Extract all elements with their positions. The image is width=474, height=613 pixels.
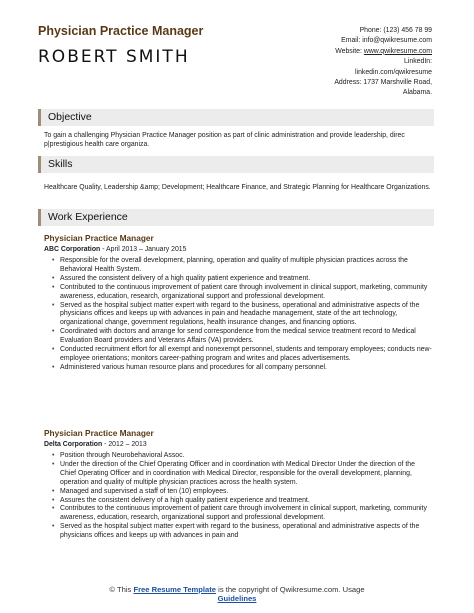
list-item: • Assures the consistent delivery of a high quality patient experience and treatment.: [52, 497, 432, 506]
website-label: Website:: [335, 47, 364, 55]
objective-text: To gain a challenging Physician Practice Manager position as part of clinic administration and provide leadership, direc p|prestigious health care organiza.: [44, 132, 405, 149]
job-dates: - 2012 – 2013: [102, 441, 147, 448]
copyright-text: © This: [109, 585, 134, 594]
footer-line2: [0, 594, 474, 603]
contact-website: [242, 47, 432, 57]
objective-heading: Objective: [48, 111, 92, 123]
job-title: Physician Practice Manager: [38, 24, 204, 38]
experience-heading: Work Experience: [48, 211, 128, 223]
skills-text: Healthcare Quality, Leadership &amp; Development; Healthcare Finance, and Strategic Planning for Healthcare Organizations.: [44, 184, 431, 191]
usage-text: Usage: [342, 585, 365, 594]
job-bullet-list: [52, 452, 432, 541]
contact-linkedin-label: LinkedIn:: [404, 58, 432, 66]
guidelines-link[interactable]: Guidelines: [217, 594, 257, 603]
resume-header: [0, 0, 474, 100]
contact-block: [242, 26, 432, 99]
experience-heading-bar: [38, 209, 434, 226]
job-role: Physician Practice Manager: [44, 428, 154, 438]
list-item: • Contributed to the continuous improvement of patient care through involvement in clinical support, marketing, community awareness, education, research, organizational support and professional development.: [52, 284, 432, 302]
list-item: • Under the direction of the Chief Operating Officer and in coordination with Medical Director Under the direction of the Chief Operating Officer and in coordination with Medical Director, responsible for the overall development, planning, operation and quality of multiple physician practices across the health system.: [52, 461, 432, 488]
footer-line1: [0, 585, 474, 594]
job-company: Delta Corporation: [44, 441, 103, 448]
job-bullet-list: [52, 257, 432, 373]
job-company: ABC Corporation: [44, 246, 101, 253]
job-company-line: [44, 246, 186, 253]
list-item: • Responsible for the overall development, planning, operation and quality of multiple physician practices across the Behavioral Health System.: [52, 257, 432, 275]
list-item: • Position through Neurobehavioral Assoc.: [52, 452, 432, 461]
footer-notice: [0, 585, 474, 603]
job-company-line: [44, 441, 147, 448]
contact-phone: Phone: (123) 456 78 99: [359, 27, 432, 34]
copyright-middle: is the copyright of Qwikresume.com.: [216, 585, 343, 594]
list-item: • Conducted recruitment effort for all exempt and nonexempt personnel, students and temporary employees; conducts new-employee orientations; monitors career-pathing program and writes and places advertisements.: [52, 346, 432, 364]
list-item: • Managed and supervised a staff of ten (10) employees.: [52, 488, 432, 497]
job-role: Physician Practice Manager: [44, 233, 154, 243]
list-item: • Administered various human resource plans and procedures for all company personnel.: [52, 364, 432, 373]
list-item: • Served as the hospital subject matter expert with regard to the business, operational and administrative aspects of the physicians offices and keeps up with advances in pain and headache management, state of the art technology, organizational change, government regulations, health insurance changes, and financing options.: [52, 302, 432, 329]
list-item: • Served as the hospital subject matter expert with regard to the business, operational and administrative aspects of the physicians offices and keeps up with advances in pain and: [52, 523, 432, 541]
list-item: • Contributes to the continuous improvement of patient care through involvement in clinical support, marketing, community awareness, education, research, organizational support and professional development.: [52, 505, 432, 523]
job-dates: - April 2013 – January 2015: [100, 246, 187, 253]
candidate-name: ROBERT SMITH: [38, 47, 190, 67]
contact-email: Email: info@qwikresume.com: [341, 37, 432, 45]
skills-heading-bar: [38, 156, 434, 173]
contact-address-line1: Address: 1737 Marshville Road,: [334, 79, 432, 87]
website-link[interactable]: www.qwikresume.com: [363, 47, 432, 55]
contact-address-line2: Alabama.: [402, 89, 432, 97]
list-item: • Coordinated with doctors and arrange for send correspondence from the medical service treatment record to Medical Evaluation Board providers and Veterans Affairs (VA) providers.: [52, 328, 432, 346]
free-resume-template-link[interactable]: Free Resume Template: [133, 585, 217, 594]
skills-heading: Skills: [48, 158, 73, 170]
contact-linkedin-value: linkedin.com/qwikresume: [355, 68, 432, 76]
list-item: • Assured the consistent delivery of a high quality patient experience and treatment.: [52, 275, 432, 284]
objective-heading-bar: [38, 109, 434, 126]
